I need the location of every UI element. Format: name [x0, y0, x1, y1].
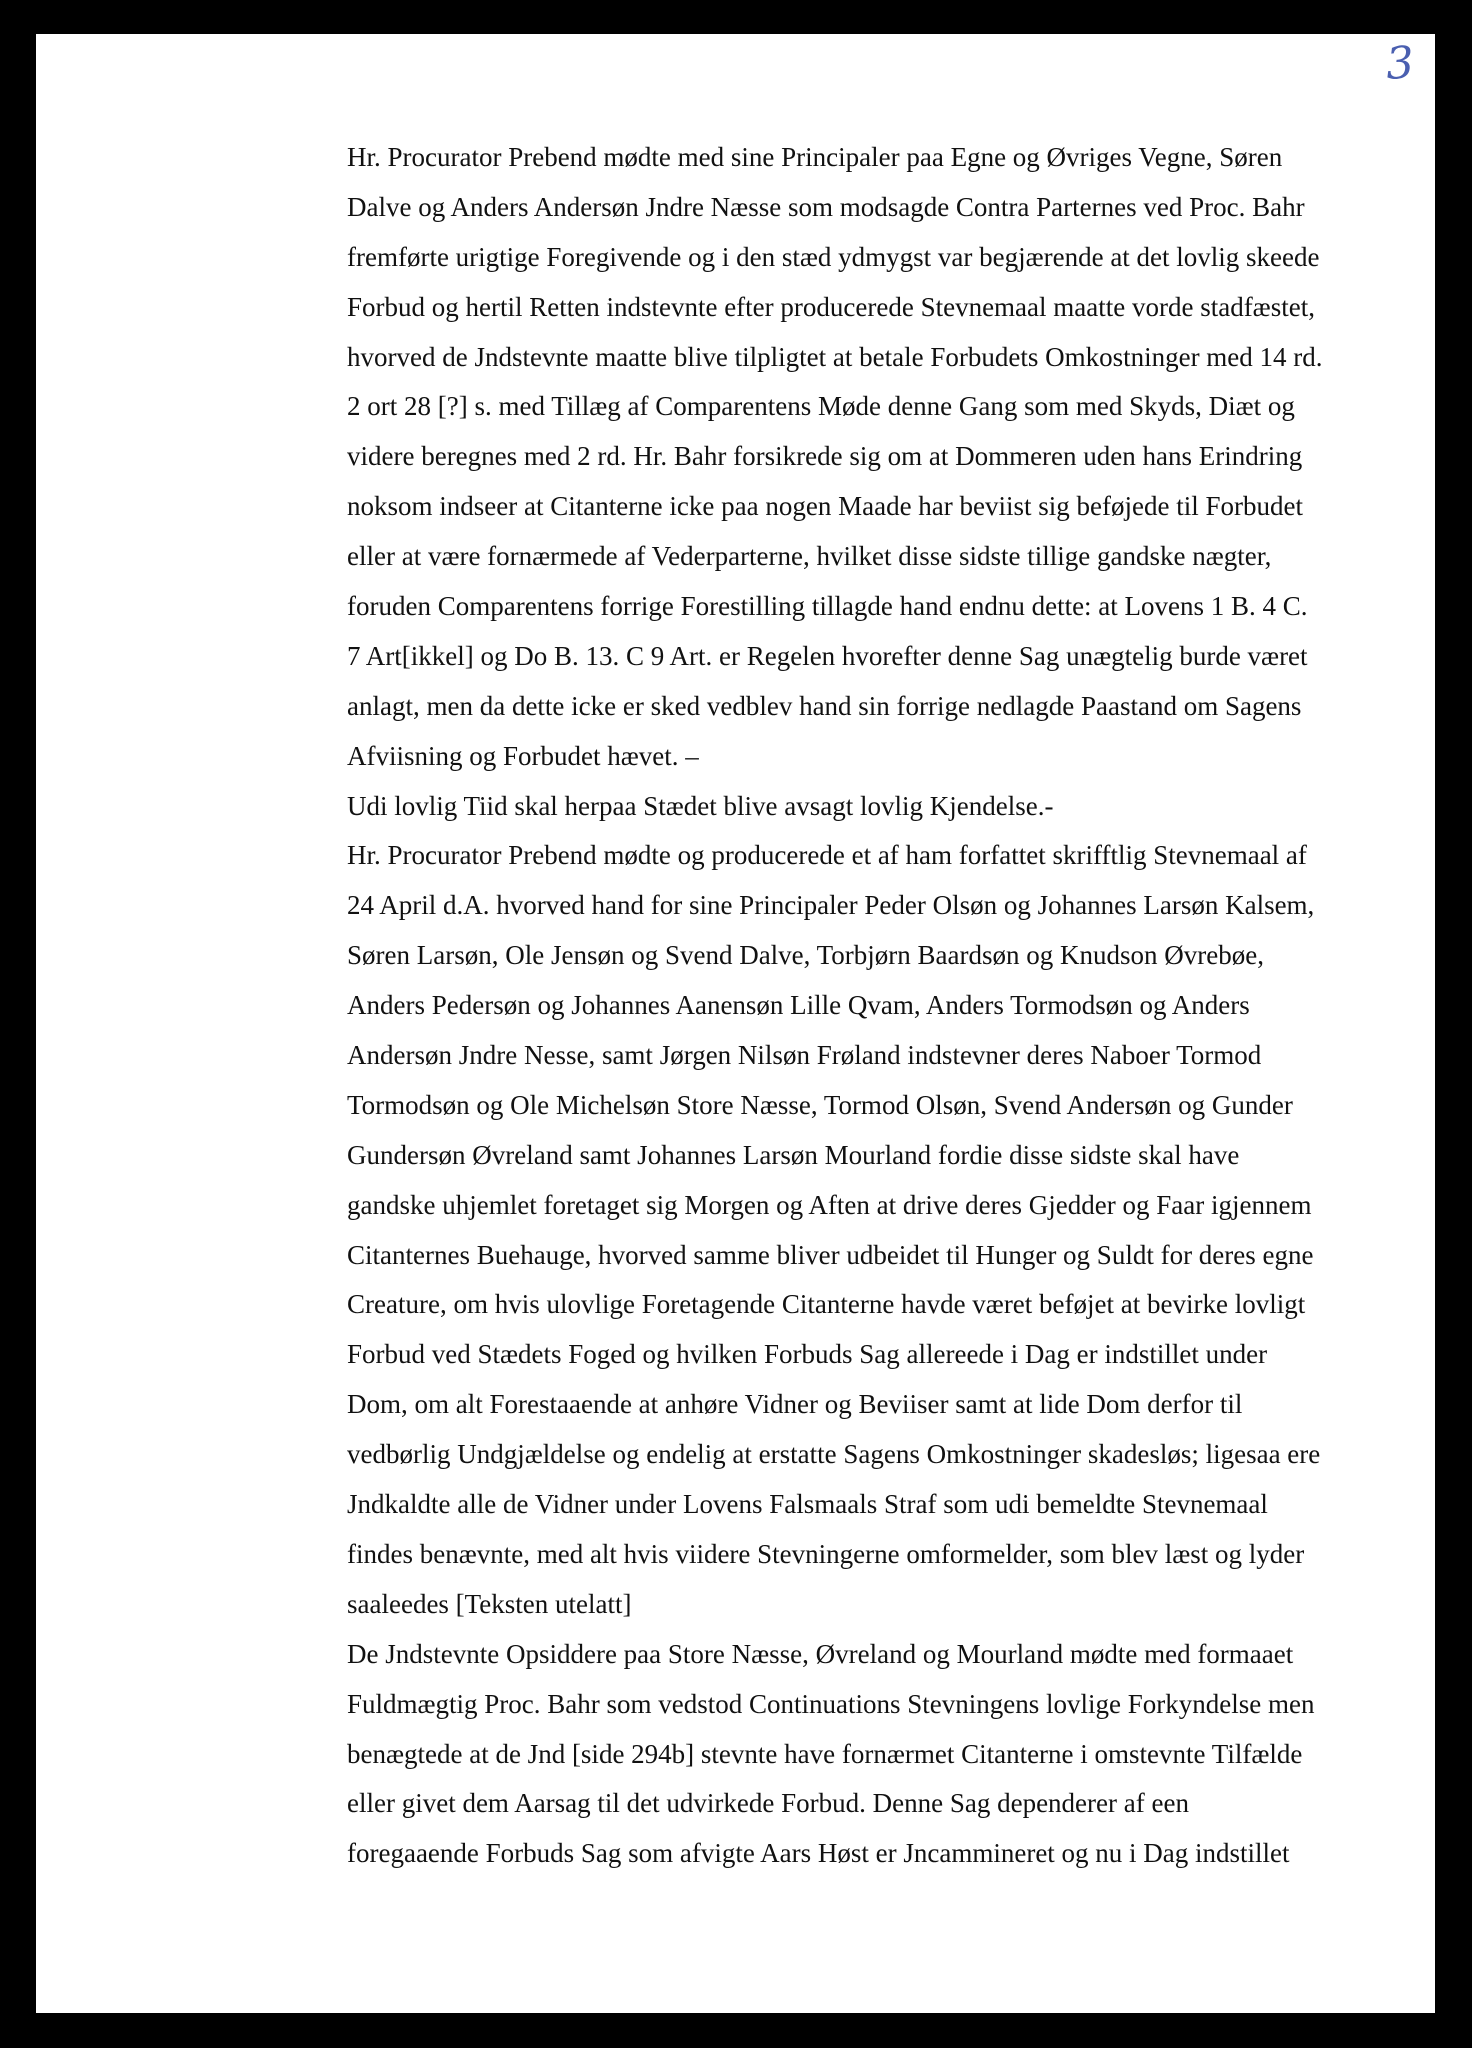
text-line: vedbørlig Undgjældelse og endelig at erstatte Sagens Omkostninger skadesløs; ligesaa ere — [347, 1439, 1321, 1470]
text-line: 24 April d.A. hvorved hand for sine Principaler Peder Olsøn og Johannes Larsøn Kalsem, — [347, 890, 1315, 921]
text-line: Citanternes Buehauge, hvorved samme bliver udbeidet til Hunger og Suldt for deres egne — [347, 1239, 1314, 1270]
text-line: eller givet dem Aarsag til det udvirkede Forbud. Denne Sag dependerer af een — [347, 1788, 1189, 1819]
text-line: benægtede at de Jnd [side 294b] stevnte have fornærmet Citanterne i omstevnte Tilfælde — [347, 1738, 1303, 1769]
text-line: noksom indseer at Citanterne icke paa nogen Maade har beviist sig beføjede til Forbudet — [347, 491, 1303, 522]
text-line: videre beregnes med 2 rd. Hr. Bahr forsikrede sig om at Dommeren uden hans Erindring — [347, 441, 1303, 472]
text-line: Hr. Procurator Prebend mødte og producerede et af ham forfattet skrifftlig Stevnemaal af — [347, 840, 1307, 871]
text-line: Fuldmægtig Proc. Bahr som vedstod Continuations Stevningens lovlige Forkyndelse men — [347, 1688, 1315, 1719]
text-line: 2 ort 28 [?] s. med Tillæg af Comparentens Møde denne Gang som med Skyds, Diæt og — [347, 391, 1295, 422]
text-line: Forbud ved Stædets Foged og hvilken Forbuds Sag allereede i Dag er indstillet under — [347, 1339, 1268, 1370]
handwritten-page-number: 3 — [1384, 37, 1416, 90]
text-line: anlagt, men da dette icke er sked vedblev hand sin forrige nedlagde Paastand om Sagens — [347, 690, 1302, 721]
document-page — [36, 34, 1435, 2013]
text-line: eller at være fornærmede af Vederparterne, hvilket disse sidste tillige gandske nægter, — [347, 541, 1272, 572]
text-line: foruden Comparentens forrige Forestilling tillagde hand endnu dette: at Lovens 1 B. 4 C. — [347, 591, 1308, 622]
text-line: foregaaende Forbuds Sag som afvigte Aars Høst er Jncammineret og nu i Dag indstillet — [347, 1838, 1290, 1869]
text-line: hvorved de Jndstevnte maatte blive tilpligtet at betale Forbudets Omkostninger med 14 rd. — [347, 341, 1323, 372]
text-line: Anders Pedersøn og Johannes Aanensøn Lille Qvam, Anders Tormodsøn og Anders — [347, 990, 1250, 1021]
text-line: Tormodsøn og Ole Michelsøn Store Næsse, Tormod Olsøn, Svend Andersøn og Gunder — [347, 1089, 1293, 1120]
text-line: 7 Art[ikkel] og Do B. 13. C 9 Art. er Regelen hvorefter denne Sag unægtelig burde været — [347, 640, 1308, 671]
transcription-text — [347, 132, 1397, 1878]
text-line: Jndkaldte alle de Vidner under Lovens Falsmaals Straf som udi bemeldte Stevnemaal — [347, 1489, 1268, 1520]
text-line: gandske uhjemlet foretaget sig Morgen og Aften at drive deres Gjedder og Faar igjennem — [347, 1189, 1312, 1220]
text-line: fremførte urigtige Foregivende og i den stæd ydmygst var begjærende at det lovlig skeede — [347, 241, 1320, 272]
text-line: Afviisning og Forbudet hævet. – — [347, 740, 699, 771]
text-line: Forbud og hertil Retten indstevnte efter producerede Stevnemaal maatte vorde stadfæstet, — [347, 291, 1315, 322]
text-line: De Jndstevnte Opsiddere paa Store Næsse, Øvreland og Mourland mødte med formaaet — [347, 1638, 1294, 1669]
text-line: Andersøn Jndre Nesse, samt Jørgen Nilsøn Frøland indstevner deres Naboer Tormod — [347, 1040, 1262, 1071]
text-line: Gundersøn Øvreland samt Johannes Larsøn Mourland fordie disse sidste skal have — [347, 1139, 1240, 1170]
text-line: Dalve og Anders Andersøn Jndre Næsse som modsagde Contra Parternes ved Proc. Bahr — [347, 191, 1305, 222]
text-line: saaleedes [Teksten utelatt] — [347, 1588, 632, 1619]
text-line: Udi lovlig Tiid skal herpaa Stædet blive avsagt lovlig Kjendelse.- — [347, 790, 1054, 821]
text-line: Creature, om hvis ulovlige Foretagende Citanterne havde været beføjet at bevirke lovligt — [347, 1289, 1306, 1320]
text-line: Søren Larsøn, Ole Jensøn og Svend Dalve, Torbjørn Baardsøn og Knudson Øvrebøe, — [347, 940, 1264, 971]
text-line: Dom, om alt Forestaaende at anhøre Vidner og Beviiser samt at lide Dom derfor til — [347, 1389, 1243, 1420]
text-line: Hr. Procurator Prebend mødte med sine Principaler paa Egne og Øvriges Vegne, Søren — [347, 142, 1283, 172]
text-line: findes benævnte, med alt hvis viidere Stevningerne omformelder, som blev læst og lyder — [347, 1538, 1305, 1569]
